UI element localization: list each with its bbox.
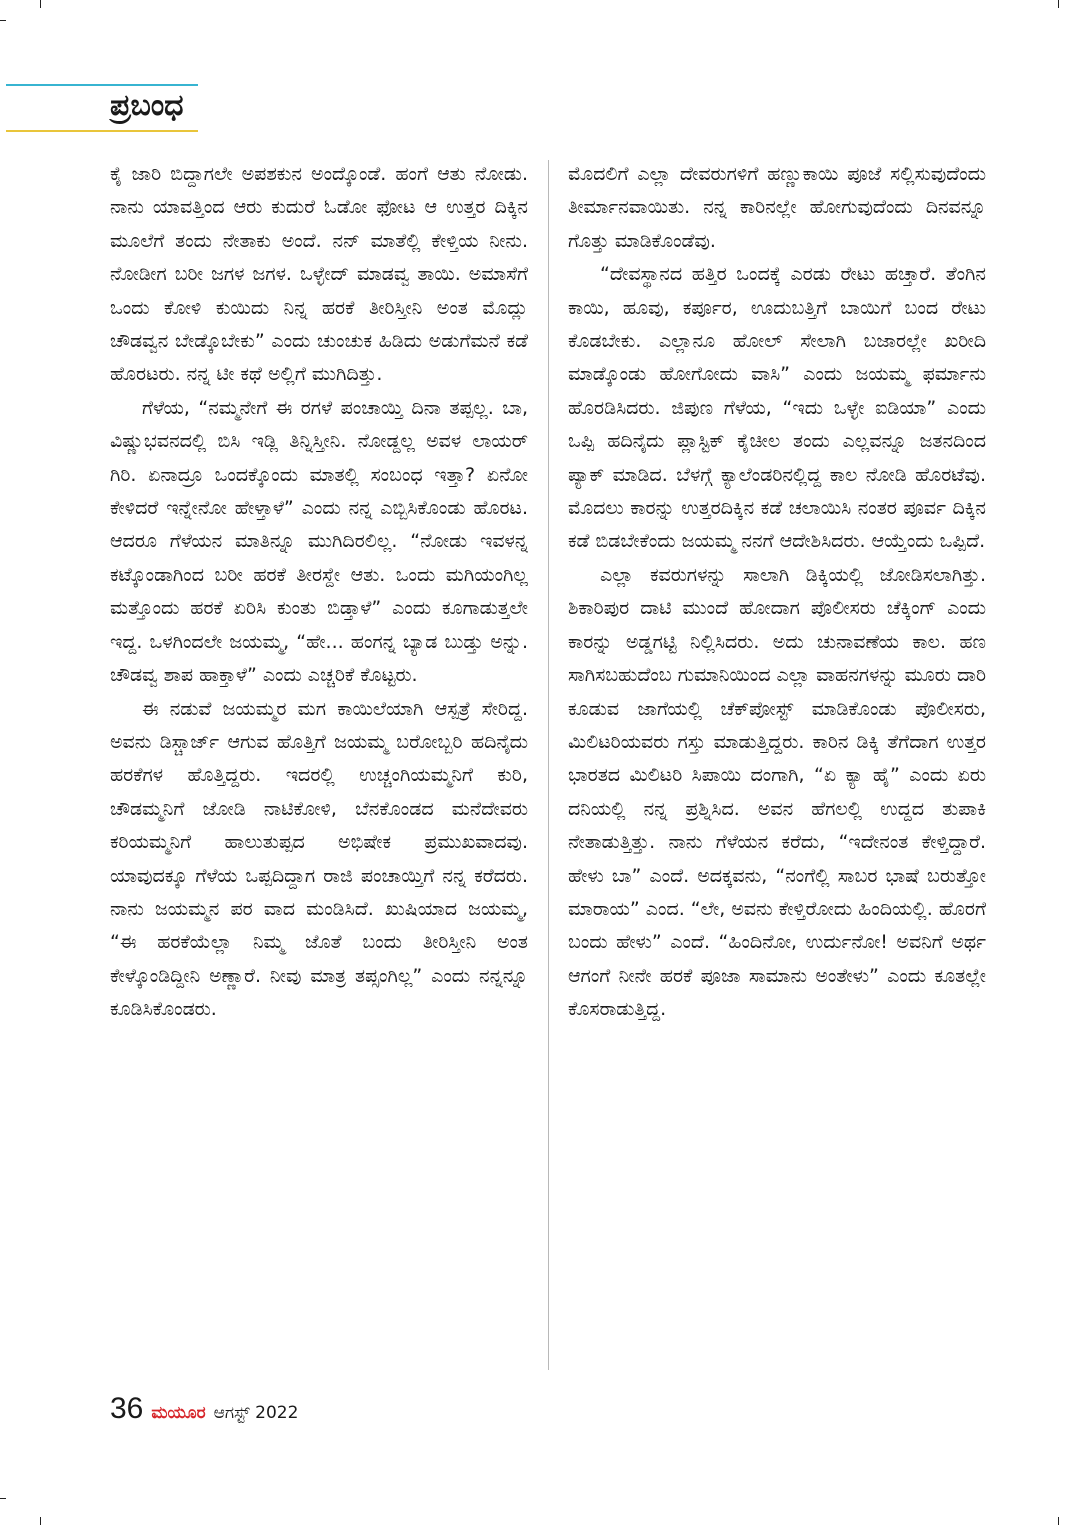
paragraph: ಮೊದಲಿಗೆ ಎಲ್ಲಾ ದೇವರುಗಳಿಗೆ ಹಣ್ಣುಕಾಯಿ ಪೂಜೆ ಸಲ್ಲಿಸುವುದೆಂದು ತೀರ್ಮಾನವಾಯಿತು. ನನ್ನ ಕಾರಿನಲ್ಲೇ ಹೋಗುವುದೆಂದು ದಿನವನ್ನೂ ಗೊತ್ತು ಮಾಡಿಕೊಂಡೆವು. xyxy=(568,163,986,252)
article-column-left xyxy=(110,158,528,1378)
page-footer xyxy=(110,1392,298,1432)
paragraph: ಗೆಳೆಯ, “ನಮ್ಮನೇಗೆ ಈ ರಗಳೆ ಪಂಚಾಯ್ತಿ ದಿನಾ ತಪ್ಪಲ್ಲ. ಬಾ, ವಿಷ್ಣುಭವನದಲ್ಲಿ ಬಿಸಿ ಇಡ್ಲಿ ತಿನ್ನಿಸ್ತೀನಿ. ನೋಡ್ದಲ್ಲ ಅವಳ ಲಾಯರ್ ಗಿರಿ. ಏನಾದ್ರೂ ಒಂದಕ್ಕೊಂದು ಮಾತಲ್ಲಿ ಸಂಬಂಧ ಇತ್ತಾ? ಏನೋ ಕೇಳಿದರೆ ಇನ್ನೇನೋ ಹೇಳ್ತಾಳೆ” ಎಂದು ನನ್ನ ಎಬ್ಬಿಸಿಕೊಂಡು ಹೊರಟ. ಆದರೂ ಗೆಳೆಯನ ಮಾತಿನ್ನೂ ಮುಗಿದಿರಲಿಲ್ಲ. “ನೋಡು ಇವಳನ್ನ ಕಟ್ಕೊಂಡಾಗಿಂದ ಬರೀ ಹರಕೆ ತೀರಸ್ದೇ ಆತು. ಒಂದು ಮಗಿಯಂಗಿಲ್ಲ ಮತ್ತೊಂದು ಹರಕೆ ಏರಿಸಿ ಕುಂತು ಬಿಡ್ತಾಳೆ” ಎಂದು ಕೂಗಾಡುತ್ತಲೇ ಇದ್ದ. ಒಳಗಿಂದಲೇ ಜಯಮ್ಮ, “ಹೇ... ಹಂಗನ್ನ ಬ್ಯಾಡ ಬುಡ್ತು ಅನ್ನು. ಚೌಡವ್ವ ಶಾಪ ಹಾಕ್ತಾಳೆ” ಎಂದು ಎಚ್ಚರಿಕೆ ಕೊಟ್ಟರು. xyxy=(110,396,528,687)
paragraph: “ದೇವಸ್ಥಾನದ ಹತ್ತಿರ ಒಂದಕ್ಕೆ ಎರಡು ರೇಟು ಹಚ್ತಾರೆ. ತೆಂಗಿನ ಕಾಯಿ, ಹೂವು, ಕರ್ಪೂರ, ಊದುಬತ್ತಿಗೆ ಬಾಯಿಗೆ ಬಂದ ರೇಟು ಕೊಡಬೇಕು. ಎಲ್ಲಾನೂ ಹೋಲ್ ಸೇಲಾಗಿ ಬಜಾರಲ್ಲೇ ಖರೀದಿ ಮಾಡ್ಕೊಂಡು ಹೋಗೋದು ವಾಸಿ” ಎಂದು ಜಯಮ್ಮ ಫರ್ಮಾನು ಹೊರಡಿಸಿದರು. ಜಿಪುಣ ಗೆಳೆಯ, “ಇದು ಒಳ್ಳೇ ಐಡಿಯಾ” ಎಂದು ಒಪ್ಪಿ ಹದಿನೈದು ಪ್ಲಾಸ್ಟಿಕ್ ಕೈಚೀಲ ತಂದು ಎಲ್ಲವನ್ನೂ ಜತನದಿಂದ ಪ್ಯಾಕ್ ಮಾಡಿದ. ಬೆಳಗ್ಗೆ ಕ್ಯಾಲೆಂಡರಿನಲ್ಲಿದ್ದ ಕಾಲ ನೋಡಿ ಹೊರಟೆವು. ಮೊದಲು ಕಾರನ್ನು ಉತ್ತರದಿಕ್ಕಿನ ಕಡೆ ಚಲಾಯಿಸಿ ನಂತರ ಪೂರ್ವ ದಿಕ್ಕಿನ ಕಡೆ ಬಿಡಬೇಕೆಂದು ಜಯಮ್ಮ ನನಗೆ ಆದೇಶಿಸಿದರು. ಆಯ್ತೆಂದು ಒಪ್ಪಿದೆ. xyxy=(568,263,986,553)
article-column-right xyxy=(568,158,986,1378)
crop-mark xyxy=(40,0,41,8)
crop-mark xyxy=(0,20,6,21)
page-number: 36 xyxy=(110,1392,144,1425)
crop-mark xyxy=(1058,0,1059,8)
column-divider xyxy=(548,160,549,1370)
crop-mark xyxy=(1058,1517,1059,1525)
section-rule-bottom xyxy=(6,130,198,132)
paragraph: ಈ ನಡುವೆ ಜಯಮ್ಮರ ಮಗ ಕಾಯಿಲೆಯಾಗಿ ಆಸ್ಪತ್ರೆ ಸೇರಿದ್ದ. ಅವನು ಡಿಸ್ಚಾರ್ಜ್ ಆಗುವ ಹೊತ್ತಿಗೆ ಜಯಮ್ಮ ಬರೋಬ್ಬರಿ ಹದಿನೈದು ಹರಕೆಗಳ ಹೊತ್ತಿದ್ದರು. ಇದರಲ್ಲಿ ಉಚ್ಚಂಗಿಯಮ್ಮನಿಗೆ ಕುರಿ, ಚೌಡಮ್ಮನಿಗೆ ಜೋಡಿ ನಾಟಿಕೋಳಿ, ಬೆನಕೊಂಡದ ಮನೆದೇವರು ಕರಿಯಮ್ಮನಿಗೆ ಹಾಲುತುಪ್ಪದ ಅಭಿಷೇಕ ಪ್ರಮುಖವಾದವು. ಯಾವುದಕ್ಕೂ ಗೆಳೆಯ ಒಪ್ಪದಿದ್ದಾಗ ರಾಜಿ ಪಂಚಾಯ್ತಿಗೆ ನನ್ನ ಕರೆದರು. ನಾನು ಜಯಮ್ಮನ ಪರ ವಾದ ಮಂಡಿಸಿದೆ. ಖುಷಿಯಾದ ಜಯಮ್ಮ, “ಈ ಹರಕೆಯೆಲ್ಲಾ ನಿಮ್ಮ ಜೊತೆ ಬಂದು ತೀರಿಸ್ತೀನಿ ಅಂತ ಕೇಳ್ಕೊಂಡಿದ್ದೀನಿ ಅಣ್ಣಾರೆ. ನೀವು ಮಾತ್ರ ತಪ್ಸಂಗಿಲ್ಲ” ಎಂದು ನನ್ನನ್ನೂ ಕೂಡಿಸಿಕೊಂಡರು. xyxy=(110,697,528,1021)
issue-date: ಆಗಸ್ಟ್ 2022 xyxy=(213,1403,299,1423)
section-rule-top xyxy=(6,84,198,86)
crop-mark xyxy=(0,1498,6,1499)
paragraph: ಎಲ್ಲಾ ಕವರುಗಳನ್ನು ಸಾಲಾಗಿ ಡಿಕ್ಕಿಯಲ್ಲಿ ಜೋಡಿಸಲಾಗಿತ್ತು. ಶಿಕಾರಿಪುರ ದಾಟಿ ಮುಂದೆ ಹೋದಾಗ ಪೊಲೀಸರು ಚೆಕ್ಕಿಂಗ್ ಎಂದು ಕಾರನ್ನು ಅಡ್ಡಗಟ್ಟಿ ನಿಲ್ಲಿಸಿದರು. ಅದು ಚುನಾವಣೆಯ ಕಾಲ. ಹಣ ಸಾಗಿಸಬಹುದೆಂಬ ಗುಮಾನಿಯಿಂದ ಎಲ್ಲಾ ವಾಹನಗಳನ್ನು ಮೂರು ದಾರಿ ಕೂಡುವ ಜಾಗೆಯಲ್ಲಿ ಚೆಕ್‌ಪೋಸ್ಟ್ ಮಾಡಿಕೊಂಡು ಪೊಲೀಸರು, ಮಿಲಿಟರಿಯವರು ಗಸ್ತು ಮಾಡುತ್ತಿದ್ದರು. ಕಾರಿನ ಡಿಕ್ಕಿ ತೆಗೆದಾಗ ಉತ್ತರ ಭಾರತದ ಮಿಲಿಟರಿ ಸಿಪಾಯಿ ದಂಗಾಗಿ, “ಏ ಕ್ಯಾ ಹೈ” ಎಂದು ಏರು ದನಿಯಲ್ಲಿ ನನ್ನ ಪ್ರಶ್ನಿಸಿದ. ಅವನ ಹೆಗಲಲ್ಲಿ ಉದ್ದದ ತುಪಾಕಿ ನೇತಾಡುತ್ತಿತ್ತು. ನಾನು ಗೆಳೆಯನ ಕರೆದು, “ಇದೇನಂತ ಕೇಳ್ತಿದ್ದಾರೆ. ಹೇಳು ಬಾ” ಎಂದೆ. ಅದಕ್ಕವನು, “ನಂಗೆಲ್ಲಿ ಸಾಬರ ಭಾಷೆ ಬರುತ್ತೋ ಮಾರಾಯ” ಎಂದ. “ಲೇ, ಅವನು ಕೇಳ್ತಿರೋದು ಹಿಂದಿಯಲ್ಲಿ. ಹೊರಗೆ ಬಂದು ಹೇಳು” ಎಂದೆ. “ಹಿಂದಿನೋ, ಉರ್ದುನೋ! ಅವನಿಗೆ ಅರ್ಥ ಆಗಂಗೆ ನೀನೇ ಹರಕೆ ಪೂಜಾ ಸಾಮಾನು ಅಂತೇಳು” ಎಂದು ಕೂತಲ್ಲೇ ಕೊಸರಾಡುತ್ತಿದ್ದ. xyxy=(568,563,986,1021)
crop-mark xyxy=(40,1517,41,1525)
section-title: ಪ್ರಬಂಧ xyxy=(110,88,184,123)
paragraph: ಕೈ ಜಾರಿ ಬಿದ್ದಾಗಲೇ ಅಪಶಕುನ ಅಂದ್ಕೊಂಡೆ. ಹಂಗೆ ಆತು ನೋಡು. ನಾನು ಯಾವತ್ತಿಂದ ಆರು ಕುದುರೆ ಓಡೋ ಫೋಟ ಆ ಉತ್ತರ ದಿಕ್ಕಿನ ಮೂಲೆಗೆ ತಂದು ನೇತಾಕು ಅಂದೆ. ನನ್ ಮಾತೆಲ್ಲಿ ಕೇಳ್ತಿಯ ನೀನು. ನೋಡೀಗ ಬರೀ ಜಗಳ ಜಗಳ. ಒಳ್ಳೇದ್ ಮಾಡವ್ವ ತಾಯಿ. ಅಮಾಸೆಗೆ ಒಂದು ಕೋಳಿ ಕುಯಿದು ನಿನ್ನ ಹರಕೆ ತೀರಿಸ್ತೀನಿ ಅಂತ ಮೊದ್ಲು ಚೌಡವ್ವನ ಬೇಡ್ಕೊಬೇಕು” ಎಂದು ಚುಂಚುಕ ಹಿಡಿದು ಅಡುಗೆಮನೆ ಕಡೆ ಹೊರಟರು. ನನ್ನ ಟೀ ಕಥೆ ಅಲ್ಲಿಗೆ ಮುಗಿದಿತ್ತು. xyxy=(110,163,528,386)
magazine-logo: ಮಯೂರ xyxy=(151,1403,206,1423)
